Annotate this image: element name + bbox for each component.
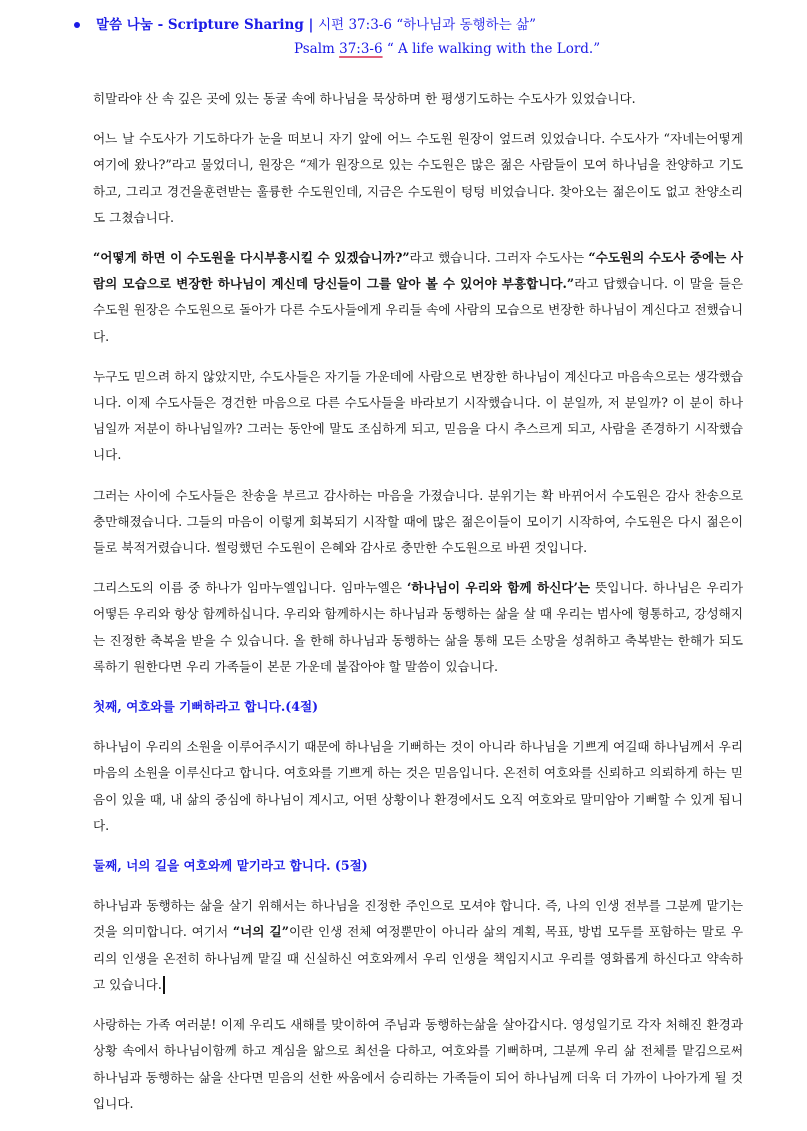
header-separator: | bbox=[303, 17, 319, 33]
paragraph-1: 히말라야 산 속 깊은 곳에 있는 동굴 속에 하나님을 묵상하며 한 평생기도하는 수도사가 있었습니다. bbox=[93, 91, 636, 106]
section-heading-2: 둘째, 너의 길을 여호와께 맡기라고 합니다. (5절) bbox=[93, 858, 368, 874]
paragraph-3-mid: 라고 했습니다. 그러자 수도사는 bbox=[409, 250, 589, 266]
bullet-icon bbox=[74, 22, 80, 28]
paragraph-8-end: 이란 인생 전체 여정뿐만이 아니라 삶의 계획, 목표, 방법 모두를 포함하는 말로 우리의 인생을 온전히 하나님께 맡길 때 신실하신 여호와께서 우리 인생을 책임지시고 우리를 영화롭게 하신다고 약속하고 있습니다. bbox=[93, 924, 744, 992]
header-ref-english-title: “ A life walking with the Lord.” bbox=[382, 41, 601, 57]
paragraph-3-bold-question: “어떻게 하면 이 수도원을 다시부흥시킬 수 있겠습니까?” bbox=[93, 250, 410, 266]
header-ref-english-line bbox=[294, 38, 600, 60]
paragraph-2: 어느 날 수도사가 기도하다가 눈을 떠보니 자기 앞에 어느 수도원 원장이 엎드려 있었습니다. 수도사가 “자네는어떻게 여기에 왔나?”라고 물었더니, 원장은 “제가 원장으로 있는 수도원은 많은 젊은 사람들이 모여 하나님을 찬양하고 기도하고, 그리고 경건을훈련받는 훌륭한 수도원인데, 지금은 수도원이 텅텅 비었습니다. 찾아오는 젊은이도 없고 찬양소리도 그쳤습니다. bbox=[93, 131, 743, 225]
paragraph-9: 사랑하는 가족 여러분! 이제 우리도 새해를 맞이하여 주님과 동행하는삶을 살아갑시다. 영성일기로 각자 처해진 환경과 상황 속에서 하나님이함께 하고 계심을 앎으로 최선을 다하고, 여호와를 기뻐하며, 그분께 우리 삶 전체를 맡김으로써 하나님과 동행하는 삶을 산다면 믿음의 선한 싸움에서 승리하는 가족들이 되어 하나님께 더욱 더 가까이 나아가게 될 것입니다. bbox=[93, 1017, 743, 1111]
paragraph-6-start: 그리스도의 이름 중 하나가 임마누엘입니다. 임마누엘은 bbox=[93, 580, 407, 596]
header-ref-english-verse: 37:3-6 bbox=[339, 41, 383, 57]
paragraph-5: 그러는 사이에 수도사들은 찬송을 부르고 감사하는 마음을 가졌습니다. 분위기는 확 바뀌어서 수도원은 감사 찬송으로 충만해졌습니다. 그들의 마음이 이렇게 회복되기 시작할 때에 많은 젊은이들이 모이기 시작하여, 수도원은 다시 젊은이들로 북적거렸습니다. 썰렁했던 수도원이 은혜와 감사로 충만한 수도원으로 바뀐 것입니다. bbox=[93, 487, 743, 556]
header-title-line bbox=[74, 14, 536, 36]
paragraph-8-start: 하나님과 동행하는 삶을 살기 위해서는 하나님을 진정한 주인으로 모셔야 합니다. 즉, 나의 인생 전부를 그분께 맡기는 것을 의미합니다. 여기서 bbox=[93, 898, 743, 940]
paragraph-3-end: 라고 답했습니다. 이 말을 들은 수도원 원장은 수도원으로 돌아가 다른 수도사들에게 우리들 속에 사람의 모습으로 변장한 하나님이 계신다고 전했습니다. bbox=[93, 276, 743, 344]
header-title-label: 말씀 나눔 - Scripture Sharing bbox=[96, 17, 304, 33]
paragraph-7: 하나님이 우리의 소원을 이루어주시기 때문에 하나님을 기뻐하는 것이 아니라 하나님을 기쁘게 여길때 하나님께서 우리 마음의 소원을 이루신다고 합니다. 여호와를 기쁘게 하는 것은 믿음입니다. 온전히 여호와를 신뢰하고 의뢰하게 하는 믿음이 있을 때, 내 삶의 중심에 하나님이 계시고, 어떤 상황이나 환경에서도 오직 여호와로 말미암아 기뻐할 수 있게 됩니다. bbox=[93, 739, 743, 833]
paragraph-8-bold: “너의 길” bbox=[232, 924, 289, 940]
paragraph-3-bold-answer: “수도원의 수도사 중에는 사람의 모습으로 변장한 하나님이 계신데 당신들이 그를 알아 볼 수 있어야 부흥합니다.” bbox=[93, 250, 743, 292]
paragraph-6 bbox=[93, 575, 743, 680]
paragraph-3 bbox=[93, 245, 743, 350]
paragraph-4: 누구도 믿으려 하지 않았지만, 수도사들은 자기들 가운데에 사람으로 변장한 하나님이 계신다고 마음속으로는 생각했습니다. 이제 수도사들은 경건한 마음으로 다른 수도사들을 바라보기 시작했습니다. 이 분일까, 저 분일까? 이 분이 하나님일까 저분이 하나님일까? 그러는 동안에 말도 조심하게 되고, 믿음을 다시 추스르게 되고, 사람을 존경하기 시작했습니다. bbox=[93, 368, 743, 463]
paragraph-8[interactable] bbox=[93, 893, 743, 998]
header-ref-english-prefix: Psalm bbox=[294, 41, 340, 57]
text-cursor bbox=[163, 976, 165, 994]
header-ref-korean: 시편 37:3-6 “하나님과 동행하는 삶” bbox=[318, 17, 536, 33]
paragraph-6-end: 뜻입니다. 하나님은 우리가 어떻든 우리와 항상 함께하십니다. 우리와 함께하시는 하나님과 동행하는 삶을 살 때 우리는 범사에 형통하고, 강성해지는 진정한 축복을 받을 수 있습니다. 올 한해 하나님과 동행하는 삶을 통해 모든 소망을 성취하고 축복받는 한해가 되도록하기 원한다면 우리 가족들이 본문 가운데 붙잡아야 할 말씀이 있습니다. bbox=[93, 580, 743, 674]
document-body bbox=[93, 86, 743, 1131]
paragraph-6-bold: ‘하나님이 우리와 함께 하신다’는 bbox=[406, 580, 591, 596]
section-heading-1: 첫째, 여호와를 기뻐하라고 합니다.(4절) bbox=[93, 699, 319, 715]
